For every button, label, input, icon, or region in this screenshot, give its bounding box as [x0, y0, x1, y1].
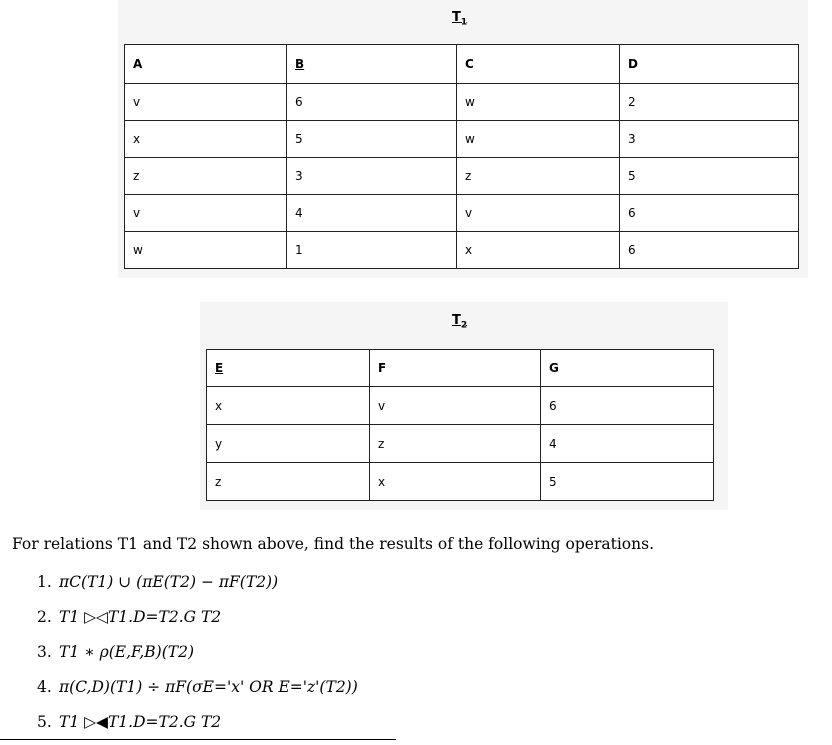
table-cell: w — [125, 232, 287, 269]
operations-list — [37, 570, 358, 745]
table-row — [125, 84, 799, 121]
table-cell: 6 — [287, 84, 457, 121]
table-cell: x — [207, 387, 370, 425]
table-header-row — [125, 45, 799, 84]
table-cell: w — [457, 121, 620, 158]
operation-expression: T1 ▷◀T1.D=T2.G T2 — [59, 713, 222, 731]
table-row — [207, 387, 714, 425]
table-cell: 4 — [287, 195, 457, 232]
list-item: 2. T1 ▷◁T1.D=T2.G T2 — [37, 608, 222, 626]
table-cell: 5 — [620, 158, 799, 195]
table-row — [125, 232, 799, 269]
table-cell: 6 — [620, 232, 799, 269]
table-cell: v — [125, 84, 287, 121]
divider — [0, 739, 396, 740]
operation-expression: π(C,D)(T1) ÷ πF(σE='x' OR E='z'(T2)) — [59, 678, 358, 696]
column-header: D — [620, 45, 799, 84]
table-cell: x — [457, 232, 620, 269]
table-cell: w — [457, 84, 620, 121]
column-header: G — [541, 350, 714, 387]
table-row — [207, 463, 714, 501]
table-row — [125, 121, 799, 158]
table-cell: 1 — [287, 232, 457, 269]
table-cell: y — [207, 425, 370, 463]
column-header: E — [207, 350, 370, 387]
table-cell: 3 — [620, 121, 799, 158]
table2-caption: $T_2$ — [452, 313, 468, 331]
table-cell: z — [370, 425, 541, 463]
list-item: 4. π(C,D)(T1) ÷ πF(σE='x' OR E='z'(T2)) — [37, 678, 358, 696]
list-item: 1. πC(T1) ∪ (πE(T2) − πF(T2)) — [37, 573, 279, 591]
table-cell: 5 — [287, 121, 457, 158]
table-cell: 4 — [541, 425, 714, 463]
column-header: F — [370, 350, 541, 387]
column-header: B — [287, 45, 457, 84]
table-cell: x — [125, 121, 287, 158]
relation-t2-table — [206, 349, 714, 501]
table-cell: x — [370, 463, 541, 501]
table1-caption: $T_1$ — [452, 10, 468, 28]
table-cell: v — [457, 195, 620, 232]
table-cell: v — [370, 387, 541, 425]
column-header: A — [125, 45, 287, 84]
table-row — [125, 195, 799, 232]
table-cell: z — [125, 158, 287, 195]
relation-t1-table — [124, 44, 799, 269]
table-row — [125, 158, 799, 195]
table-cell: 6 — [620, 195, 799, 232]
table-cell: 2 — [620, 84, 799, 121]
question-text: For relations T1 and T2 shown above, find the results of the following operations. — [12, 535, 654, 553]
list-item: 3. T1 ∗ ρ(E,F,B)(T2) — [37, 643, 194, 661]
table-cell: 3 — [287, 158, 457, 195]
table-cell: 5 — [541, 463, 714, 501]
table-row — [207, 425, 714, 463]
table-cell: v — [125, 195, 287, 232]
table-cell: z — [457, 158, 620, 195]
operation-expression: T1 ▷◁T1.D=T2.G T2 — [59, 608, 222, 626]
operation-expression: T1 ∗ ρ(E,F,B)(T2) — [59, 643, 194, 661]
list-item: 5. T1 ▷◀T1.D=T2.G T2 — [37, 713, 222, 731]
column-header: C — [457, 45, 620, 84]
operation-expression: πC(T1) ∪ (πE(T2) − πF(T2)) — [59, 573, 279, 591]
table-cell: 6 — [541, 387, 714, 425]
table-cell: z — [207, 463, 370, 501]
table-header-row — [207, 350, 714, 387]
